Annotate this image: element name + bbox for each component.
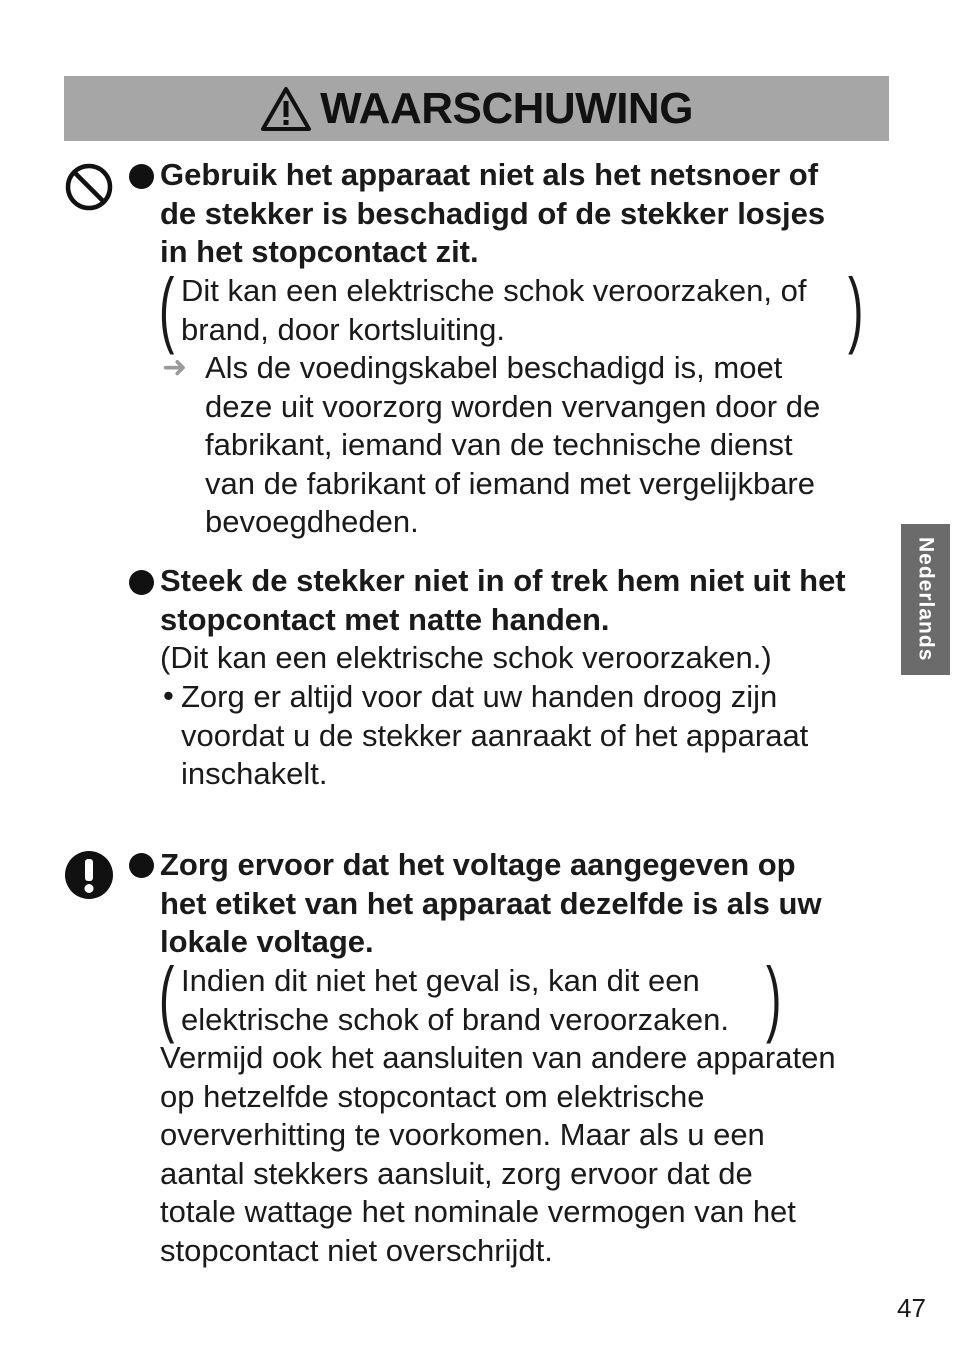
body-line: oververhitting te voorkomen. Maar als u een [160,1117,765,1152]
bullet-dot [129,853,154,878]
section3-body [160,1039,836,1270]
bullet-line: Zorg er altijd voor dat uw handen droog zijn [181,679,778,714]
language-tab [901,524,950,675]
note-line: Dit kan een elektrische schok veroorzaken, of [181,273,807,308]
heading-line: stopcontact met natte handen. [160,601,610,637]
body-line: op hetzelfde stopcontact om elektrische [160,1078,705,1114]
heading-line: in het stopcontact zit. [160,234,479,269]
section2-heading [160,562,846,639]
section3-note [181,962,729,1039]
arrow-line: bevoegdheden. [205,504,419,539]
arrow-line: Als de voedingskabel beschadigd is, moet [205,350,783,385]
heading-line: Gebruik het apparaat niet als het netsnoer of [160,157,819,192]
note-line: Indien dit niet het geval is, kan dit een [181,963,700,998]
body-line: aantal stekkers aansluit, zorg ervoor dat de [160,1155,753,1191]
heading-line: Steek de stekker niet in of trek hem niet uit het [160,563,846,598]
body-line: totale wattage het nominale vermogen van het [160,1194,796,1229]
arrow-line: van de fabrikant of iemand met vergelijkbare [205,465,815,501]
section2-bullet-text [181,678,808,794]
bullet-line: inschakelt. [181,756,328,791]
bullet-dot [129,570,154,595]
arrow-line: fabrikant, iemand van de technische dienst [205,427,793,462]
page-number: 47 [897,1293,926,1323]
open-paren: ( [159,950,175,1044]
close-paren: ) [848,261,864,355]
bullet-dot [129,164,154,189]
arrow-line: deze uit voorzorg worden vervangen door de [205,388,821,424]
heading-line: Zorg ervoor dat het voltage aangegeven op [160,847,796,882]
open-paren: ( [159,261,175,355]
section1-arrow-text [205,349,820,542]
body-line: stopcontact niet overschrijdt. [160,1232,553,1268]
close-paren: ) [766,950,782,1044]
warning-triangle-icon [260,86,312,132]
section1-heading [160,156,825,272]
note-line: brand, door kortsluiting. [181,311,505,347]
small-bullet: • [163,678,174,713]
section2-note: (Dit kan een elektrische schok veroorzaken.) [160,640,772,675]
section3-heading [160,846,822,962]
bullet-line: voordat u de stekker aanraakt of het apparaat [181,717,809,753]
prohibition-icon [64,162,114,212]
mandatory-exclamation-icon [64,850,114,900]
arrow-right-icon: ➜ [162,351,188,384]
page-title: WAARSCHUWING [320,83,693,133]
section1-note [181,272,806,349]
note-line: elektrische schok of brand veroorzaken. [181,1001,729,1037]
warning-banner [64,76,889,141]
heading-line: de stekker is beschadigd of de stekker losjes [160,195,826,231]
heading-line: het etiket van het apparaat dezelfde is als uw [160,885,822,921]
body-line: Vermijd ook het aansluiten van andere apparaten [160,1040,836,1075]
language-tab-label: Nederlands [914,537,938,662]
heading-line: lokale voltage. [160,924,374,959]
